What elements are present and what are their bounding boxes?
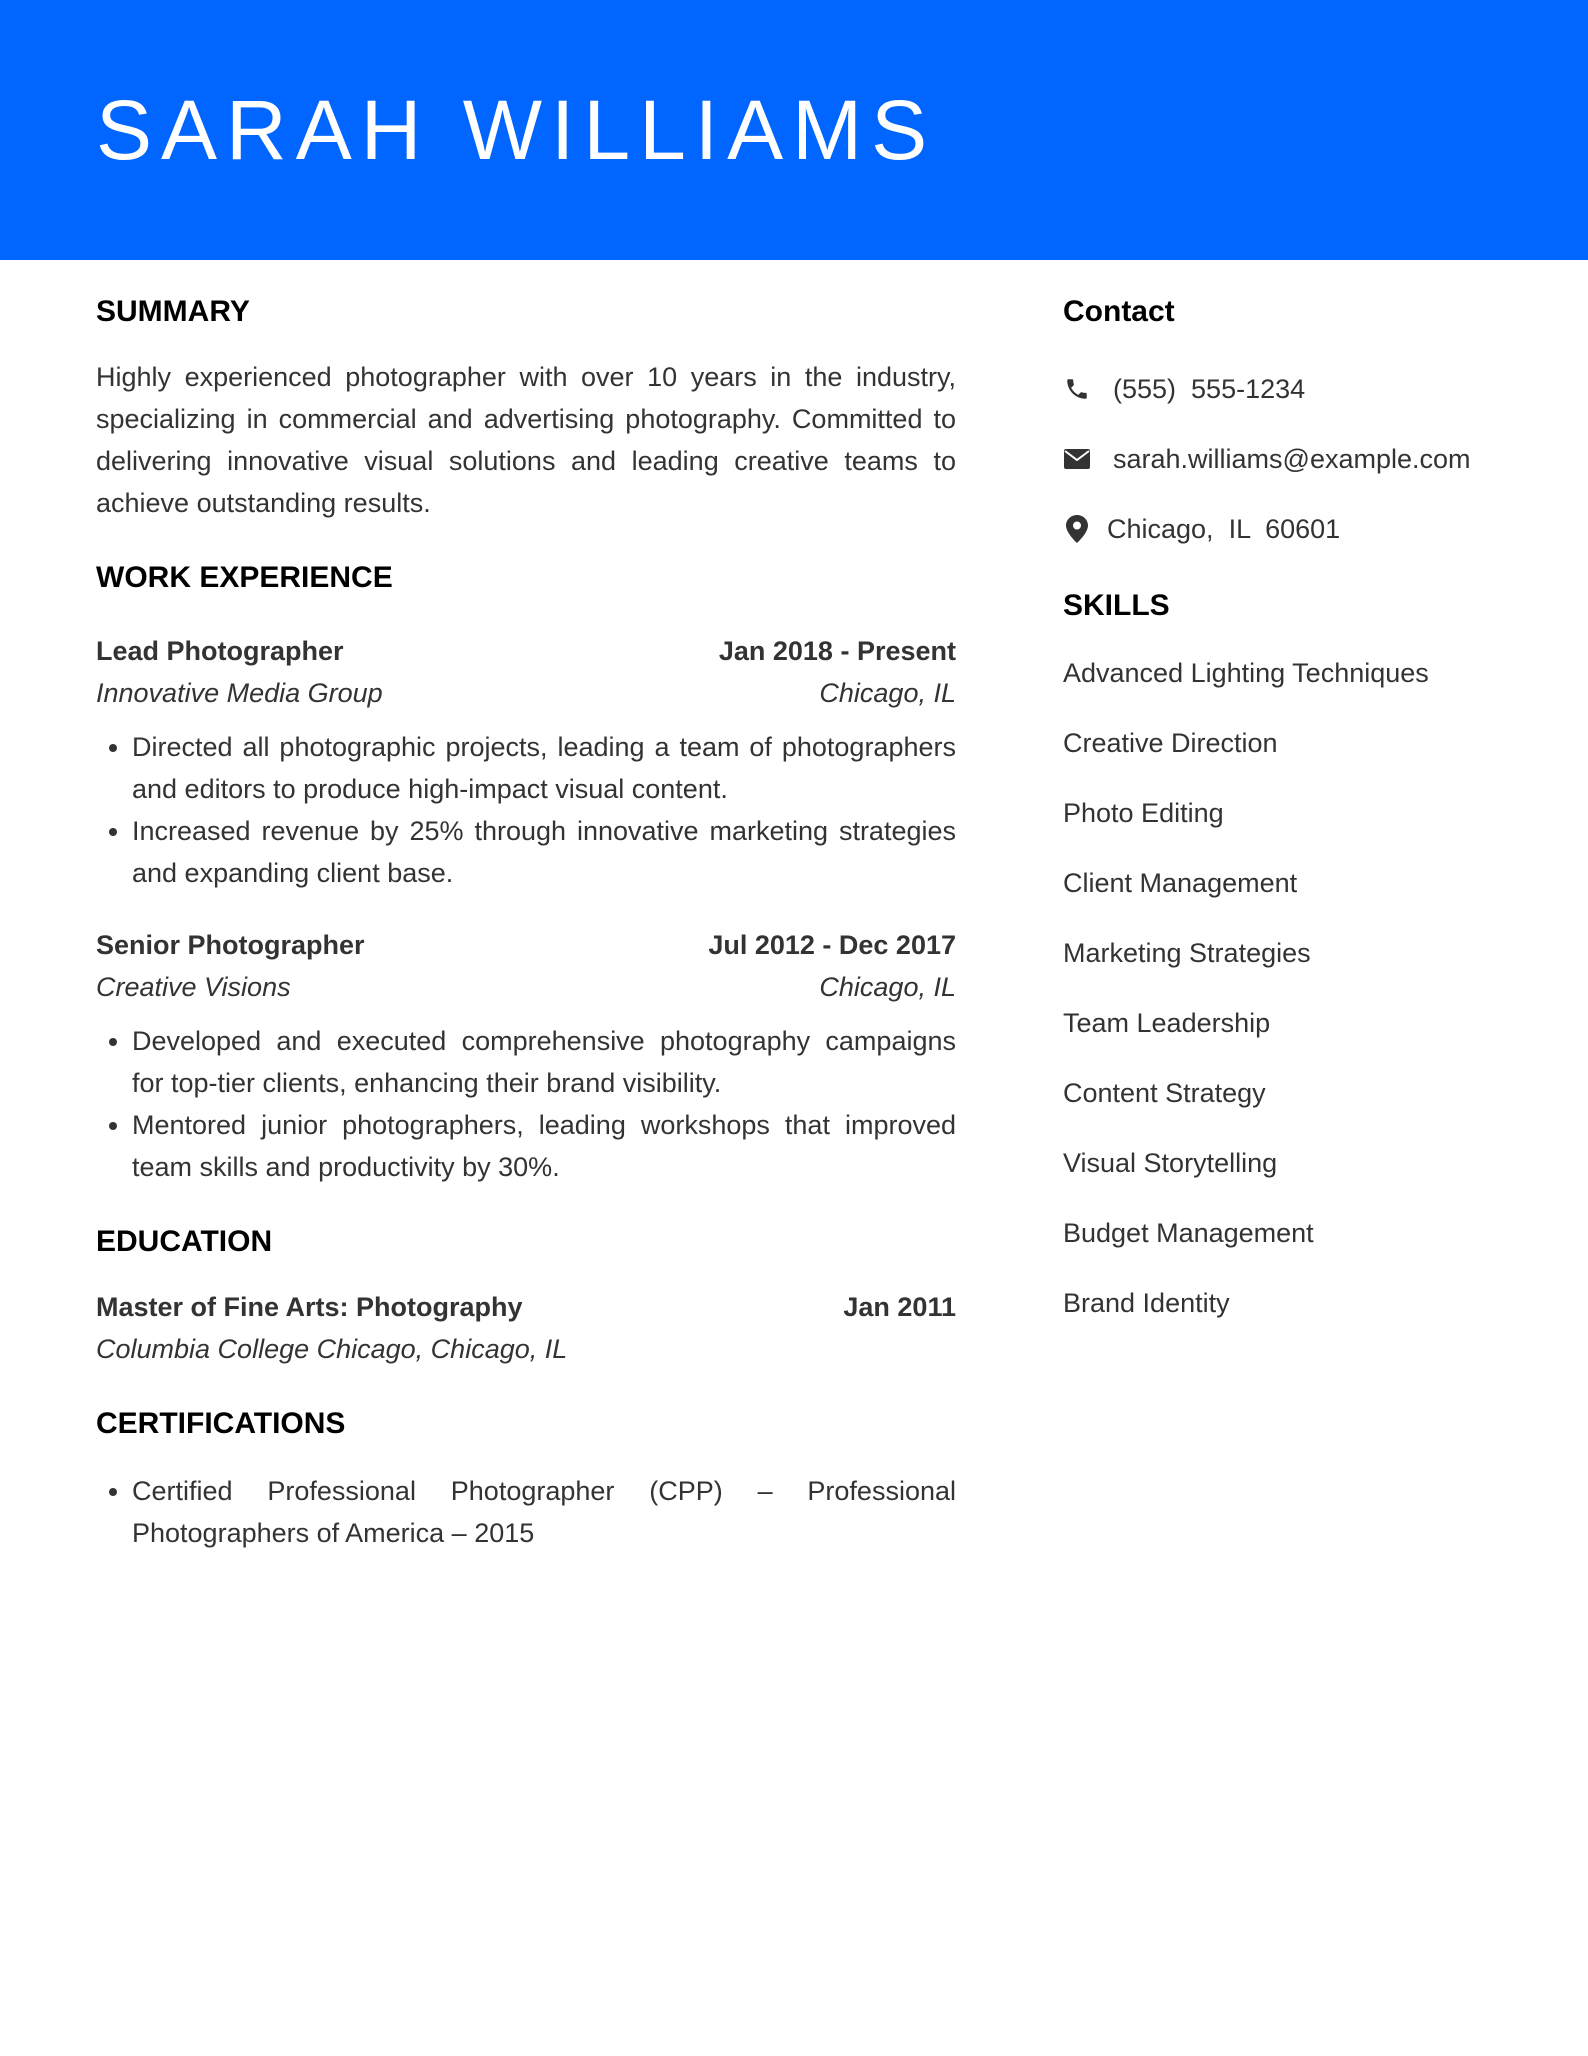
main-column bbox=[96, 292, 956, 1554]
map-marker-icon bbox=[1063, 515, 1091, 543]
phone-number: (555) 555-1234 bbox=[1113, 373, 1306, 404]
education-date: Jan 2011 bbox=[843, 1292, 956, 1322]
contact-email bbox=[1063, 440, 1523, 478]
skill-item: Photo Editing bbox=[1063, 798, 1224, 828]
job-bullet: • Increased revenue by 25% through innovative marketing strategies and expanding client base. bbox=[132, 810, 956, 894]
contact-heading: Contact bbox=[1063, 295, 1175, 328]
skill-item: Marketing Strategies bbox=[1063, 938, 1311, 968]
email-address: sarah.williams@example.com bbox=[1113, 443, 1471, 474]
job-company: Creative Visions bbox=[96, 972, 291, 1002]
job-bullet: • Mentored junior photographers, leading workshops that improved team skills and productivity by 30%. bbox=[132, 1104, 956, 1188]
work-experience-section bbox=[96, 558, 956, 1188]
skill-item: Budget Management bbox=[1063, 1218, 1314, 1248]
summary-section bbox=[96, 292, 956, 524]
skill-item: Client Management bbox=[1063, 868, 1298, 898]
resume-header bbox=[0, 0, 1588, 260]
certification-list bbox=[96, 1470, 956, 1554]
skill-item: Brand Identity bbox=[1063, 1288, 1230, 1318]
certification-item: • Certified Professional Photographer (CPP) – Professional Photographers of America – 2015 bbox=[132, 1470, 956, 1554]
contact-section bbox=[1063, 292, 1523, 548]
skills-section bbox=[1063, 586, 1523, 1322]
job-location: Chicago, IL bbox=[819, 678, 956, 708]
job-entry bbox=[96, 630, 956, 894]
job-location: Chicago, IL bbox=[819, 972, 956, 1002]
job-title: Lead Photographer bbox=[96, 636, 344, 666]
education-section bbox=[96, 1222, 956, 1370]
summary-heading: SUMMARY bbox=[96, 295, 250, 328]
job-title: Senior Photographer bbox=[96, 930, 365, 960]
skill-item: Advanced Lighting Techniques bbox=[1063, 658, 1429, 688]
sidebar-column bbox=[1063, 292, 1523, 1354]
certifications-heading: CERTIFICATIONS bbox=[96, 1407, 346, 1440]
skill-item: Team Leadership bbox=[1063, 1008, 1271, 1038]
school: Columbia College Chicago, Chicago, IL bbox=[96, 1334, 568, 1364]
contact-phone bbox=[1063, 370, 1523, 408]
summary-text: Highly experienced photographer with over 10 years in the industry, specializing in commercial and advertising photography. Committed to delivering innovative visual solutions and leading creative teams to achieve outstanding results. bbox=[96, 362, 956, 518]
job-bullet: • Developed and executed comprehensive photography campaigns for top-tier clients, enhancing their brand visibility. bbox=[132, 1020, 956, 1104]
skill-item: Creative Direction bbox=[1063, 728, 1278, 758]
job-bullets bbox=[96, 1020, 956, 1188]
envelope-icon bbox=[1063, 445, 1091, 473]
job-bullet: • Directed all photographic projects, leading a team of photographers and editors to produce high-impact visual content. bbox=[132, 726, 956, 810]
skill-item: Content Strategy bbox=[1063, 1078, 1266, 1108]
job-bullets bbox=[96, 726, 956, 894]
job-entry bbox=[96, 924, 956, 1188]
education-heading: EDUCATION bbox=[96, 1225, 273, 1258]
job-dates: Jul 2012 - Dec 2017 bbox=[708, 930, 956, 960]
job-dates: Jan 2018 - Present bbox=[718, 636, 956, 666]
work-experience-heading: WORK EXPERIENCE bbox=[96, 561, 393, 594]
phone-icon bbox=[1063, 375, 1091, 403]
candidate-name: SARAH WILLIAMS bbox=[96, 83, 937, 177]
certifications-section bbox=[96, 1404, 956, 1554]
location-text: Chicago, IL 60601 bbox=[1107, 513, 1341, 544]
job-company: Innovative Media Group bbox=[96, 678, 383, 708]
skills-heading: SKILLS bbox=[1063, 589, 1170, 622]
contact-location bbox=[1063, 510, 1523, 548]
degree: Master of Fine Arts: Photography bbox=[96, 1292, 523, 1322]
skill-item: Visual Storytelling bbox=[1063, 1148, 1278, 1178]
